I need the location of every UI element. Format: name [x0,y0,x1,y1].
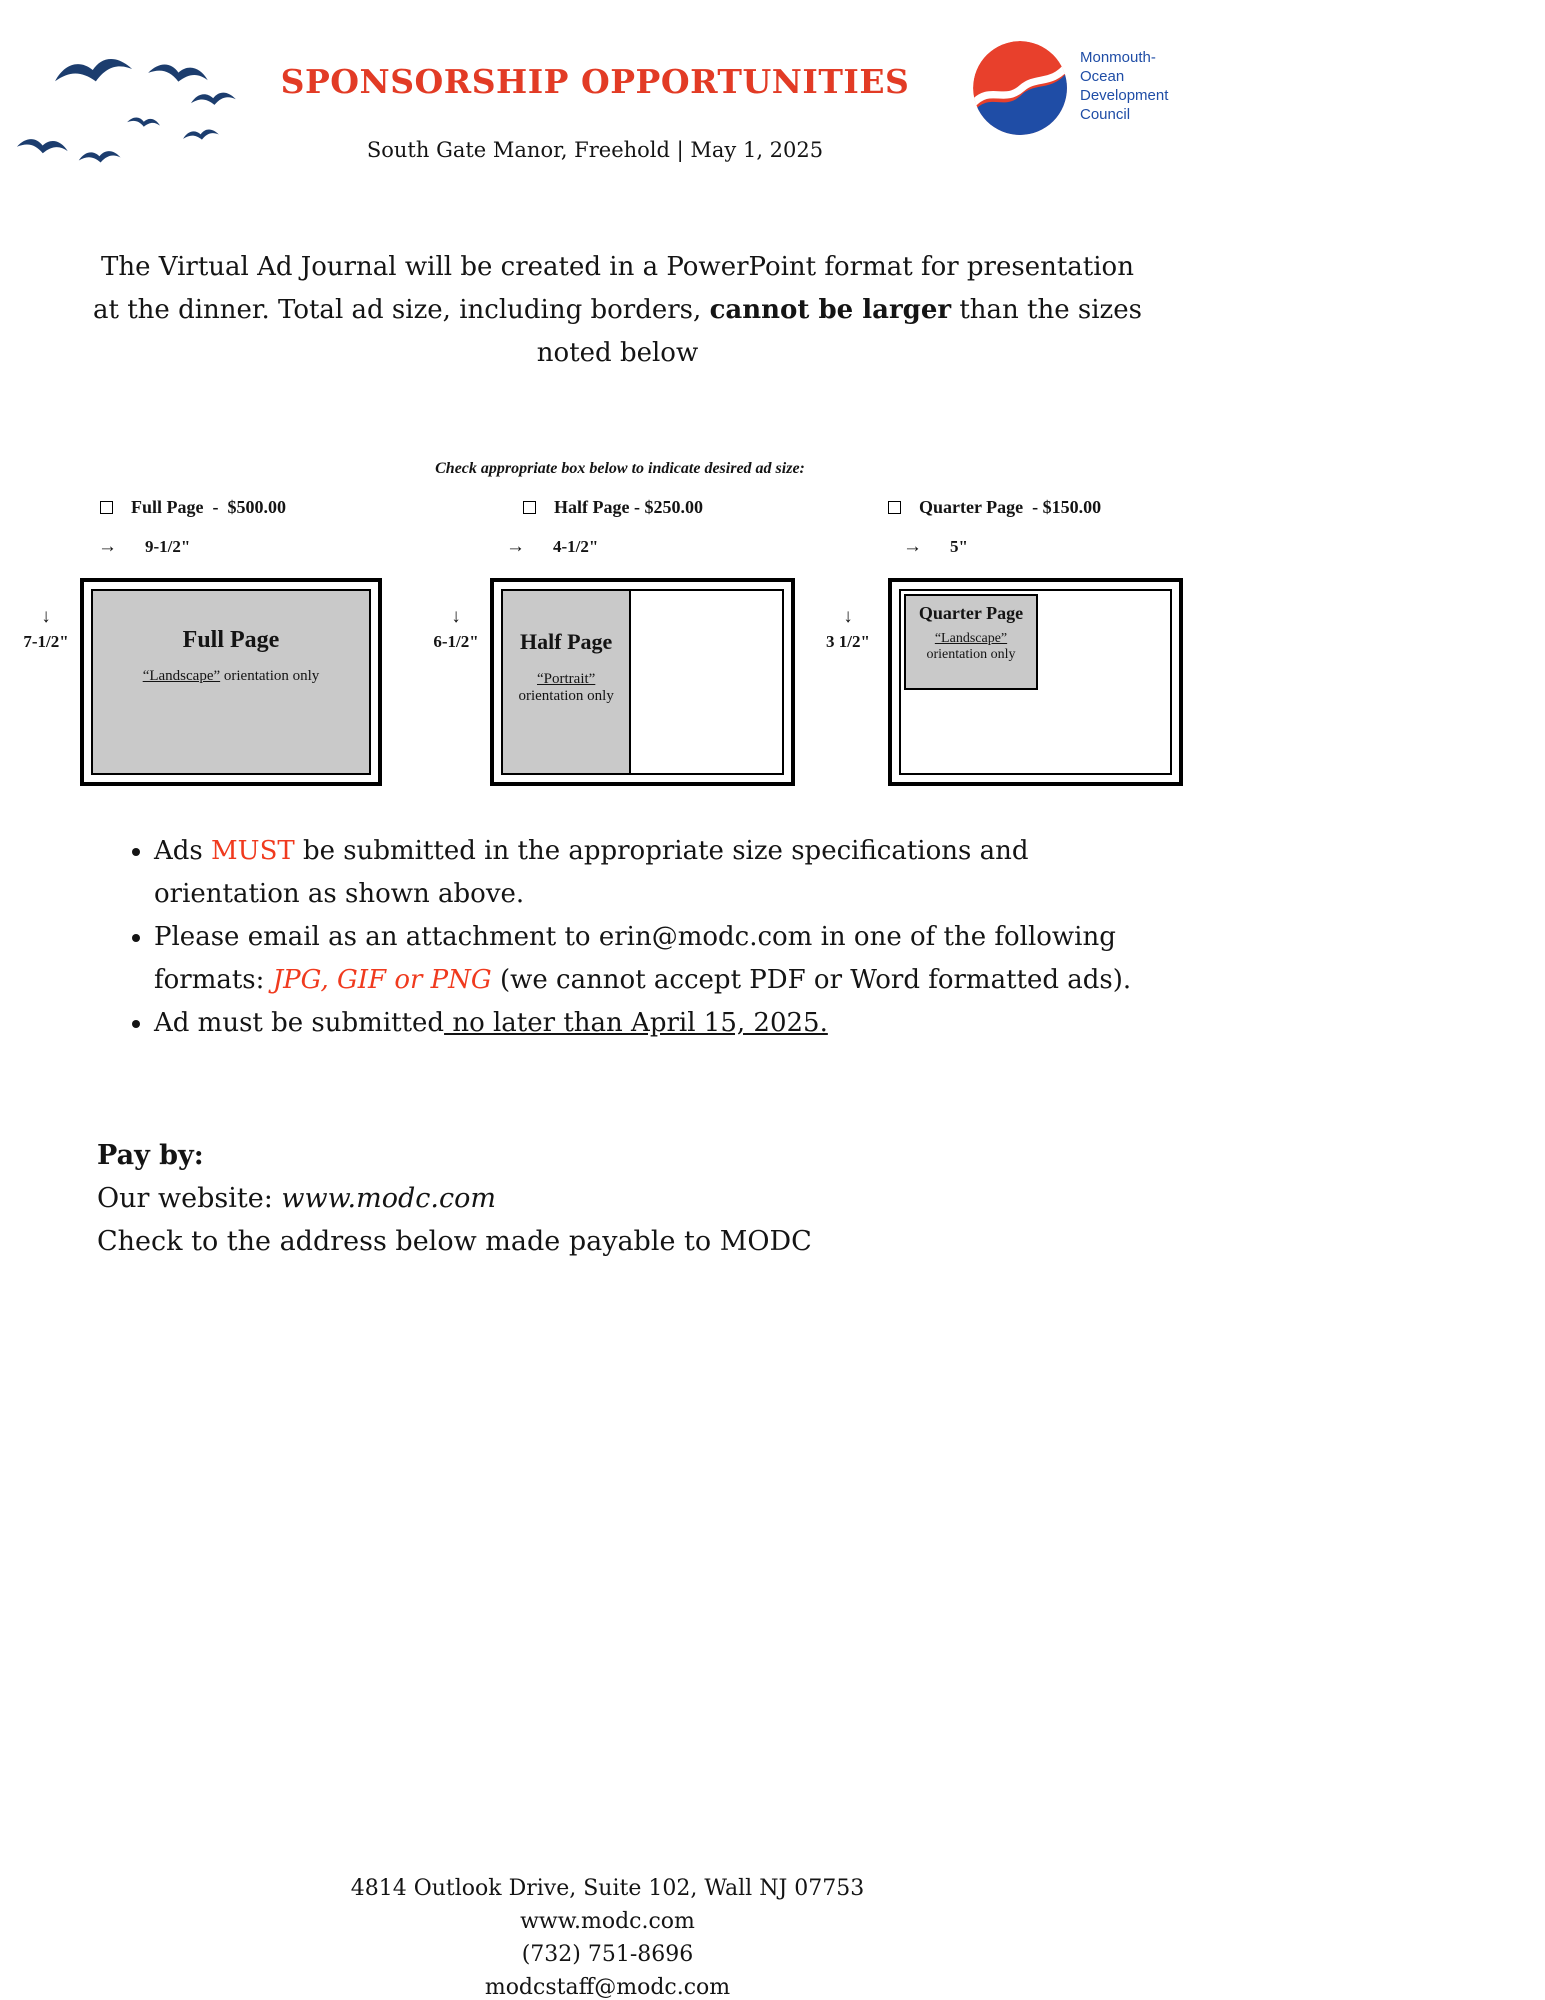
pay-by-check-line: Check to the address below made payable to MODC [97,1226,812,1257]
half-page-width [506,536,598,558]
event-subtitle: South Gate Manor, Freehold | May 1, 2025 [366,138,824,162]
intro-text-pre: The Virtual Ad Journal will be created in a PowerPoint format for presentation at the dinner. Total ad size, including borders, [93,252,1134,325]
full-page-diagram-title: Full Page [182,627,280,653]
full-page-width [98,536,190,558]
right-arrow-icon: → [506,536,525,557]
half-page-orientation [503,671,629,705]
footer-email: modcstaff@modc.com [484,1975,731,2000]
orientation-rest: orientation only [220,668,320,684]
half-page-width-value: 4-1/2" [553,537,599,556]
down-arrow-icon: ↓ [843,606,853,627]
full-page-width-value: 9-1/2" [145,537,191,556]
full-page-orientation [93,668,369,685]
quarter-page-height-value: 3 1/2" [826,632,870,651]
footer-contact-block [0,1872,1215,2000]
quarter-page-orientation [906,631,1036,663]
down-arrow-icon: ↓ [41,606,51,627]
quarter-page-label: Quarter Page - $150.00 [919,497,1102,517]
intro-paragraph [85,246,1150,375]
option-half-page [523,497,703,518]
pay-by-website-line [97,1177,812,1220]
footer-address: 4814 Outlook Drive, Suite 102, Wall NJ 07753 [350,1876,865,1901]
full-page-label: Full Page - $500.00 [131,497,286,517]
intro-text-bold: cannot be larger [709,295,952,325]
quarter-page-width [903,536,968,558]
website-label: Our website: [97,1183,282,1214]
right-arrow-icon: → [903,536,922,557]
intro-text-post: than the sizes noted below [536,295,1142,368]
right-arrow-icon: → [98,536,117,557]
quarter-page-diagram-title: Quarter Page [918,603,1024,623]
full-page-diagram-area [91,589,371,775]
quarter-page-diagram [888,578,1183,786]
logo-line: Development [1080,87,1169,104]
half-page-height [420,606,492,652]
bullet2-pre: Please email as an attachment to erin@modc.com in one of the following formats: [154,922,1116,995]
bullet-item-size [154,830,1153,916]
half-page-diagram-title: Half Page [520,629,613,654]
page-title: SPONSORSHIP OPPORTUNITIES [280,62,910,101]
quarter-page-checkbox[interactable] [888,501,901,514]
pay-by-section [97,1134,812,1263]
option-quarter-page [888,497,1101,518]
quarter-page-diagram-area [899,589,1172,775]
footer-phone: (732) 751-8696 [521,1942,694,1967]
bullet1-emphasis: MUST [211,836,295,866]
bullet-item-deadline [154,1002,1153,1045]
half-page-shaded-region [503,591,631,773]
half-page-diagram [490,578,795,786]
full-page-diagram [80,578,382,786]
option-full-page [100,497,286,518]
full-page-height-value: 7-1/2" [23,632,69,651]
bullet2-post: (we cannot accept PDF or Word formatted ads). [491,965,1132,995]
half-page-label: Half Page - $250.00 [554,497,703,517]
bullet1-pre: Ads [154,836,212,866]
logo-wordmark [1080,48,1168,124]
logo-line: Ocean [1080,68,1125,85]
submission-rules [118,830,1153,1045]
quarter-page-width-value: 5" [950,537,968,556]
orientation-word: “Landscape” [934,631,1008,646]
quarter-page-height [812,606,884,652]
down-arrow-icon: ↓ [451,606,461,627]
website-url: www.modc.com [281,1183,496,1214]
bullet3-deadline: no later than April 15, 2025. [444,1008,828,1038]
bullet2-formats: JPG, GIF or PNG [272,965,492,995]
bullet1-post: be submitted in the appropriate size specifications and orientation as shown above. [154,836,1029,909]
checkbox-instruction: Check appropriate box below to indicate desired ad size: [435,460,805,477]
quarter-page-shaded-region [904,594,1038,690]
full-page-height [10,606,82,652]
half-page-checkbox[interactable] [523,501,536,514]
bullet3-pre: Ad must be submitted [154,1008,445,1038]
half-page-height-value: 6-1/2" [433,632,479,651]
pay-by-heading: Pay by: [97,1140,204,1171]
orientation-word: “Portrait” [537,671,596,687]
bullet-item-email [154,916,1153,1002]
modc-logo [972,40,1068,136]
logo-line: Monmouth- [1080,49,1156,66]
orientation-word: “Landscape” [142,668,221,684]
footer-website: www.modc.com [520,1909,695,1934]
logo-line: Council [1080,106,1131,123]
half-page-diagram-area [501,589,784,775]
orientation-rest: orientation only [518,688,614,704]
orientation-rest: orientation only [926,647,1016,662]
full-page-checkbox[interactable] [100,501,113,514]
